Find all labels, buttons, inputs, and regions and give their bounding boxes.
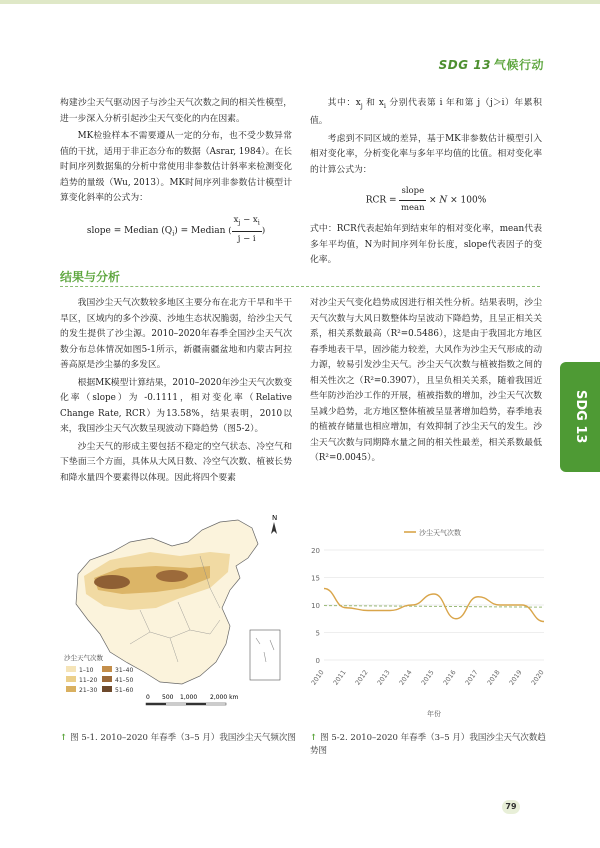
x-tick-label: 2016 [441,668,458,687]
map-legend [66,666,133,694]
x-tick-label: 2012 [353,668,370,687]
right-para-2: 考虑到不同区域的差异，基于MK非参数估计模型引入相对变化率，分析变化率与多年平均值的比值。相对变化率的计算公式为： [310,133,542,175]
left-column [60,96,292,253]
section-title: 结果与分析 [60,270,121,284]
body-right-column [310,296,542,469]
sdg-side-tab [560,362,600,472]
x-tick-label: 2017 [463,668,480,687]
legend-label: 11–20 [79,677,98,684]
legend-swatch [66,686,76,692]
dust-zone-high-tarim [94,575,130,589]
y-tick-label: 20 [311,547,320,555]
legend-label: 51–60 [115,687,134,694]
scale-label-500: 500 [162,694,174,701]
figure-1-caption-text: 图 5-1. 2010–2020 年春季（3–5 月）我国沙尘天气频次图 [70,733,296,743]
legend-label: 21–30 [79,687,98,694]
figure-2-caption: ↑ 图 5-2. 2010–2020 年春季（3–5 月）我国沙尘天气次数趋势图 [310,733,546,756]
legend-label: 1–10 [79,667,94,674]
map-scale-bar [146,694,239,705]
rcr-formula: RCR = slope mean × N × 100% [365,186,487,213]
x-tick-label: 2020 [529,668,546,687]
y-tick-label: 10 [311,602,320,610]
legend-label: 41–50 [115,677,134,684]
dust-zone-high-alxa [156,570,188,582]
right-para-3: 式中：RCR代表起始年到结束年的相对变化率，mean代表多年平均值，N为时间序列年份长度，slope代表因子的变化率。 [310,224,542,266]
header-label: 气候行动 [493,58,544,72]
legend-label: 31–40 [115,667,134,674]
trend-line [324,606,544,608]
dust-frequency-map [60,512,292,718]
north-arrow-label: N [272,514,278,522]
scale-label-2000: 2,000 km [210,694,239,701]
header-rule [0,0,600,4]
header-title [439,56,544,73]
x-tick-label: 2013 [375,668,392,687]
x-tick-label: 2019 [507,668,524,687]
x-tick-label: 2018 [485,668,502,687]
sdg-side-tab-label: SDG 13 [573,390,588,444]
rcr-formula-text: RCR = [365,195,397,206]
legend-swatch [102,676,112,682]
right-para-1: 其中：$x_j$ 和 $x_i$ 分别代表第 i 年和第 j（j＞i）年累积值。 [310,98,542,127]
chart-legend-label: 沙尘天气次数 [419,529,461,537]
y-tick-label: 0 [315,657,320,665]
legend-swatch [102,666,112,672]
page-header [0,0,600,72]
left-para-2: MK检验样本不需要遵从一定的分布，也不受少数异常值的干扰，适用于非正态分布的数据（Asrar, 1984）。在长时间序列数据集的分析中常使用非参数估计斜率来检测变化趋势的量级（Wu, 2013）。MK时间序列非参数估计模型计算变化斜率的公式为： [60,131,292,203]
map-legend-title: 沙尘天气次数 [64,654,103,662]
x-tick-label: 2015 [419,668,436,687]
left-para-1: 构建沙尘天气驱动因子与沙尘天气次数之间的相关性模型，进一步深入分析引起沙尘天气变化的内在因素。 [60,98,292,124]
header-sdg: SDG 13 [438,58,491,72]
slope-formula: slope = Median $(Q_i)$ = Median ( $\frac{x_j - x_i}{j - i}$ ) [86,214,266,244]
dust-trend-chart [306,520,562,720]
scale-label-0: 0 [146,694,150,701]
legend-swatch [102,686,112,692]
south-china-sea-inset [250,630,280,680]
body-left-column [60,296,292,488]
right-column [310,96,542,271]
x-tick-label: 2010 [309,668,326,687]
y-tick-label: 5 [315,629,320,638]
figure-2-caption-text: 图 5-2. 2010–2020 年春季（3–5 月）我国沙尘天气次数趋势图 [310,733,546,756]
scale-label-1000: 1,000 [180,694,198,701]
body-left-para-2: 根据MK模型计算结果，2010–2020年沙尘天气次数变化率（slope）为 -0.1111，相对变化率（Relative Change Rate, RCR）为13.58%，结果表明，2010以来，我国沙尘天气次数呈现波动下降趋势（图5-2）。 [60,377,292,434]
body-left-para-3: 沙尘天气的形成主要包括不稳定的空气状态、冷空气和下垫面三个方面，具体从大风日数、冷空气次数、植被长势和降水量四个要素得以体现。因此将四个要素 [60,441,292,483]
body-left-para-1: 我国沙尘天气次数较多地区主要分布在北方干旱和半干旱区，区域内的多个沙漠、沙地生态状况脆弱，给沙尘天气的发生提供了沙尘源。2010–2020年春季全国沙尘天气次数分布总体情况如图5-1所示，新疆南疆盆地和内蒙古阿拉善高原是沙尘暴的多发区。 [60,298,292,370]
legend-swatch [66,676,76,682]
legend-swatch [66,666,76,672]
right-para-1-text: 其中：x [327,98,361,108]
north-arrow-icon [271,522,277,534]
figure-1-caption: ↑ 图 5-1. 2010–2020 年春季（3–5 月）我国沙尘天气频次图 [60,733,296,743]
body-right-para: 对沙尘天气变化趋势成因进行相关性分析。结果表明，沙尘天气次数与大风日数整体均呈波动下降趋势，且呈正相关关系，相关系数最高（R²=0.5486），这是由于我国北方地区春季地表干旱，固沙能力较差，大风作为沙尘天气形成的动力源，较易引发沙尘天气。沙尘天气次数与植被指数之间的相关性次之（R²=0.3907），且呈负相关关系，随着我国近些年防沙治沙工作的开展，植被指数的增加，沙尘天气次数呈减少趋势，北方地区整体植被呈显著增加趋势，春季地表的植被存储量也相应增加，有效抑制了沙尘天气的发生。沙尘天气次数与同期降水量之间的相关性最差，相关系数最低（R²=0.0045）。 [310,298,542,463]
slope-formula-text: slope = Median (Q [86,225,173,236]
y-tick-label: 15 [311,574,320,583]
page-number: 79 [502,800,520,814]
x-tick-label: 2014 [397,668,414,687]
x-axis-label: 年份 [427,710,441,718]
section-divider [60,286,540,287]
x-tick-label: 2011 [331,668,348,687]
